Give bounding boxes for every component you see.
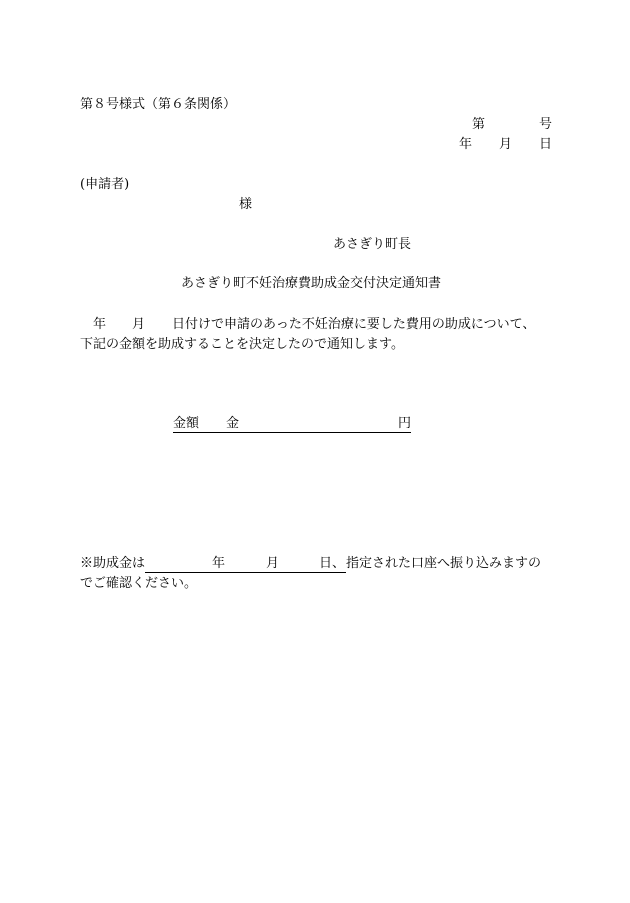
amount-prefix: 金 (226, 416, 240, 431)
note-date-underline (145, 556, 346, 573)
applicant-label: (申請者) (80, 177, 130, 192)
note-day: 日、 (319, 556, 346, 571)
body-month: 月 (132, 317, 146, 332)
note-year: 年 (212, 556, 226, 571)
note-line2: でご確認ください。 (80, 576, 198, 591)
date-day: 日 (539, 137, 553, 152)
note-rest: 指定された口座へ振り込みますの (346, 556, 542, 571)
doc-number-suffix: 号 (539, 117, 553, 132)
body-line2: 下記の金額を助成することを決定したので通知します。 (80, 337, 404, 352)
sender-name: あさぎり町長 (333, 237, 412, 252)
body-year: 年 (93, 317, 107, 332)
honorific: 様 (239, 197, 253, 212)
date-year: 年 (459, 137, 473, 152)
note-prefix: ※助成金は (80, 556, 146, 571)
amount-label: 金額 (173, 416, 200, 431)
amount-unit: 円 (398, 416, 412, 431)
form-number: 第８号様式（第６条関係） (80, 97, 237, 112)
body-line1: 日付けで申請のあった不妊治療に要した費用の助成について、 (172, 317, 536, 332)
date-month: 月 (499, 137, 513, 152)
amount-line (173, 416, 411, 433)
notice-title: あさぎり町不妊治療費助成金交付決定通知書 (181, 276, 442, 291)
note-month: 月 (266, 556, 280, 571)
doc-number-prefix: 第 (472, 117, 486, 132)
